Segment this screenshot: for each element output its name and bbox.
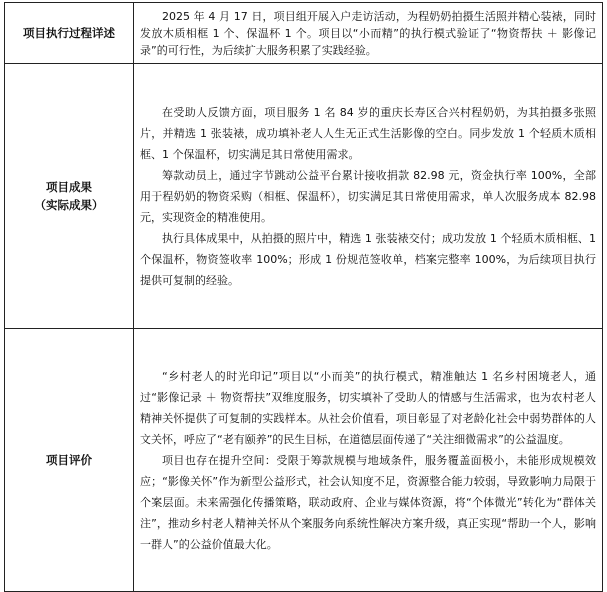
row-content-results xyxy=(134,64,603,329)
paragraph: “乡村老人的时光印记”项目以“小而美”的执行模式，精准触达 1 名乡村困境老人，通过“影像记录 ＋ 物资帮扶”双维度服务，切实填补了受助人的情感与生活需求，也为农村老人精神关怀提供了可复制的实践样本。从社会价值看，项目彰显了对老龄化社会中弱势群体的人文关怀，呼应了“老有颐养”的民生目标，在道德层面传递了“关注细微需求”的公益温度。 xyxy=(140,369,596,446)
table-row-evaluation xyxy=(5,329,603,592)
row-label-evaluation xyxy=(5,329,134,592)
paragraph: 执行具体成果中，从拍摄的照片中，精选 1 张装裱交付；成功发放 1 个轻质木质相框、1 个保温杯，物资签收率 100%；形成 1 份规范签收单，档案完整率 100%，为后续项目执行提供可复制的经验。 xyxy=(140,231,596,287)
label-text: 项目执行过程详述 xyxy=(23,26,115,40)
paragraph: 2025 年 4 月 17 日，项目组开展入户走访活动，为程奶奶拍摄生活照并精心装裱，同时发放木质相框 1 个、保温杯 1 个。项目以“小而精”的执行模式验证了“物资帮扶 ＋ 影像记录”的可行性，为后续扩大服务积累了实践经验。 xyxy=(140,9,596,57)
row-content-process xyxy=(134,3,603,64)
table-row-results xyxy=(5,64,603,329)
paragraph: 项目也存在提升空间：受限于筹款规模与地域条件，服务覆盖面极小，未能形成规模效应；“影像关怀”作为新型公益形式，社会认知度不足，资源整合能力较弱，导致影响力局限于个案层面。未来需强化传播策略，联动政府、企业与媒体资源，将“个体微光”转化为“群体关注”，推动乡村老人精神关怀从个案服务向系统性解决方案升级，真正实现“帮助一个人，影响一群人”的公益价值最大化。 xyxy=(140,453,596,551)
row-label-process xyxy=(5,3,134,64)
table-row-process xyxy=(5,3,603,64)
paragraph: 在受助人反馈方面，项目服务 1 名 84 岁的重庆长寿区合兴村程奶奶，为其拍摄多张照片，并精选 1 张装裱，成功填补老人人生无正式生活影像的空白。同步发放 1 个轻质木质相框、1 个保温杯，切实满足其日常使用需求。 xyxy=(140,105,596,161)
label-text: 项目评价 xyxy=(46,453,92,467)
row-content-evaluation xyxy=(134,329,603,592)
label-subtext: （实际成果） xyxy=(34,198,104,212)
label-text: 项目成果 xyxy=(46,180,92,194)
row-label-results xyxy=(5,64,134,329)
paragraph: 筹款动员上，通过字节跳动公益平台累计接收捐款 82.98 元，资金执行率 100%，全部用于程奶奶的物资采购（相框、保温杯），切实满足其日常使用需求，单人次服务成本 82.98 元，实现资金的精准使用。 xyxy=(140,168,596,224)
project-report-table xyxy=(4,2,603,592)
